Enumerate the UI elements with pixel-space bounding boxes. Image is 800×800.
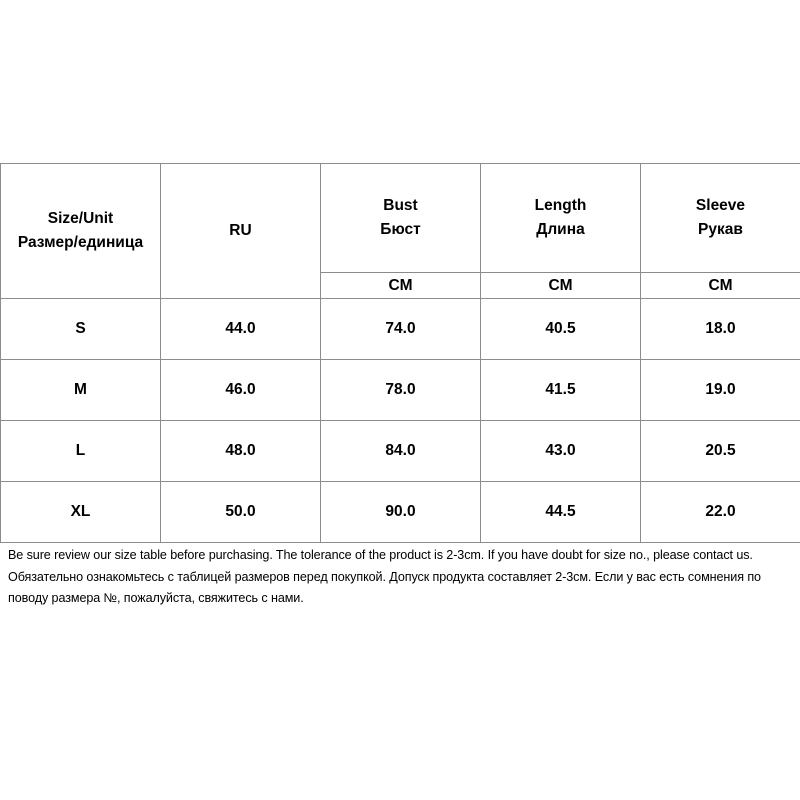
header-sleeve bbox=[641, 164, 800, 273]
header-length-en: Length bbox=[534, 197, 587, 214]
cell-ru: 44.0 bbox=[161, 299, 321, 360]
header-bust bbox=[321, 164, 481, 273]
cell-ru: 50.0 bbox=[161, 482, 321, 543]
cell-sleeve: 22.0 bbox=[641, 482, 800, 543]
cell-length: 44.5 bbox=[481, 482, 641, 543]
unit-length: CM bbox=[481, 273, 641, 299]
cell-length: 40.5 bbox=[481, 299, 641, 360]
cell-bust: 84.0 bbox=[321, 421, 481, 482]
cell-sleeve: 18.0 bbox=[641, 299, 800, 360]
cell-bust: 78.0 bbox=[321, 360, 481, 421]
header-length-ru: Длина bbox=[536, 221, 585, 238]
header-size-unit-ru: Размер/единица bbox=[17, 234, 144, 251]
cell-length: 43.0 bbox=[481, 421, 641, 482]
unit-sleeve: CM bbox=[641, 273, 800, 299]
cell-sleeve: 20.5 bbox=[641, 421, 800, 482]
table-row bbox=[1, 482, 800, 543]
header-ru bbox=[161, 164, 321, 299]
table-row bbox=[1, 299, 800, 360]
header-ru-label: RU bbox=[229, 222, 252, 239]
header-size-unit-en: Size/Unit bbox=[47, 210, 114, 227]
size-note bbox=[8, 545, 796, 610]
cell-bust: 90.0 bbox=[321, 482, 481, 543]
cell-size: XL bbox=[1, 482, 161, 543]
cell-ru: 48.0 bbox=[161, 421, 321, 482]
header-sleeve-ru: Рукав bbox=[698, 221, 743, 238]
cell-ru: 46.0 bbox=[161, 360, 321, 421]
header-sleeve-en: Sleeve bbox=[695, 197, 746, 214]
header-size-unit bbox=[1, 164, 161, 299]
header-bust-en: Bust bbox=[383, 197, 418, 214]
table-row bbox=[1, 360, 800, 421]
header-length bbox=[481, 164, 641, 273]
size-note-en: Be sure review our size table before purchasing. The tolerance of the product is 2-3cm. If you have doubt for size no., please contact us. bbox=[8, 548, 753, 562]
header-row bbox=[1, 164, 800, 273]
cell-size: L bbox=[1, 421, 161, 482]
cell-size: S bbox=[1, 299, 161, 360]
cell-bust: 74.0 bbox=[321, 299, 481, 360]
size-note-ru: Обязательно ознакомьтесь с таблицей размеров перед покупкой. Допуск продукта составляет 2-3см. Если у вас есть сомнения по поводу размера №, пожалуйста, свяжитесь с нами. bbox=[8, 569, 761, 605]
table-row bbox=[1, 421, 800, 482]
size-chart-table bbox=[0, 163, 800, 543]
header-bust-ru: Бюст bbox=[380, 221, 421, 238]
cell-size: M bbox=[1, 360, 161, 421]
unit-bust: CM bbox=[321, 273, 481, 299]
cell-sleeve: 19.0 bbox=[641, 360, 800, 421]
cell-length: 41.5 bbox=[481, 360, 641, 421]
